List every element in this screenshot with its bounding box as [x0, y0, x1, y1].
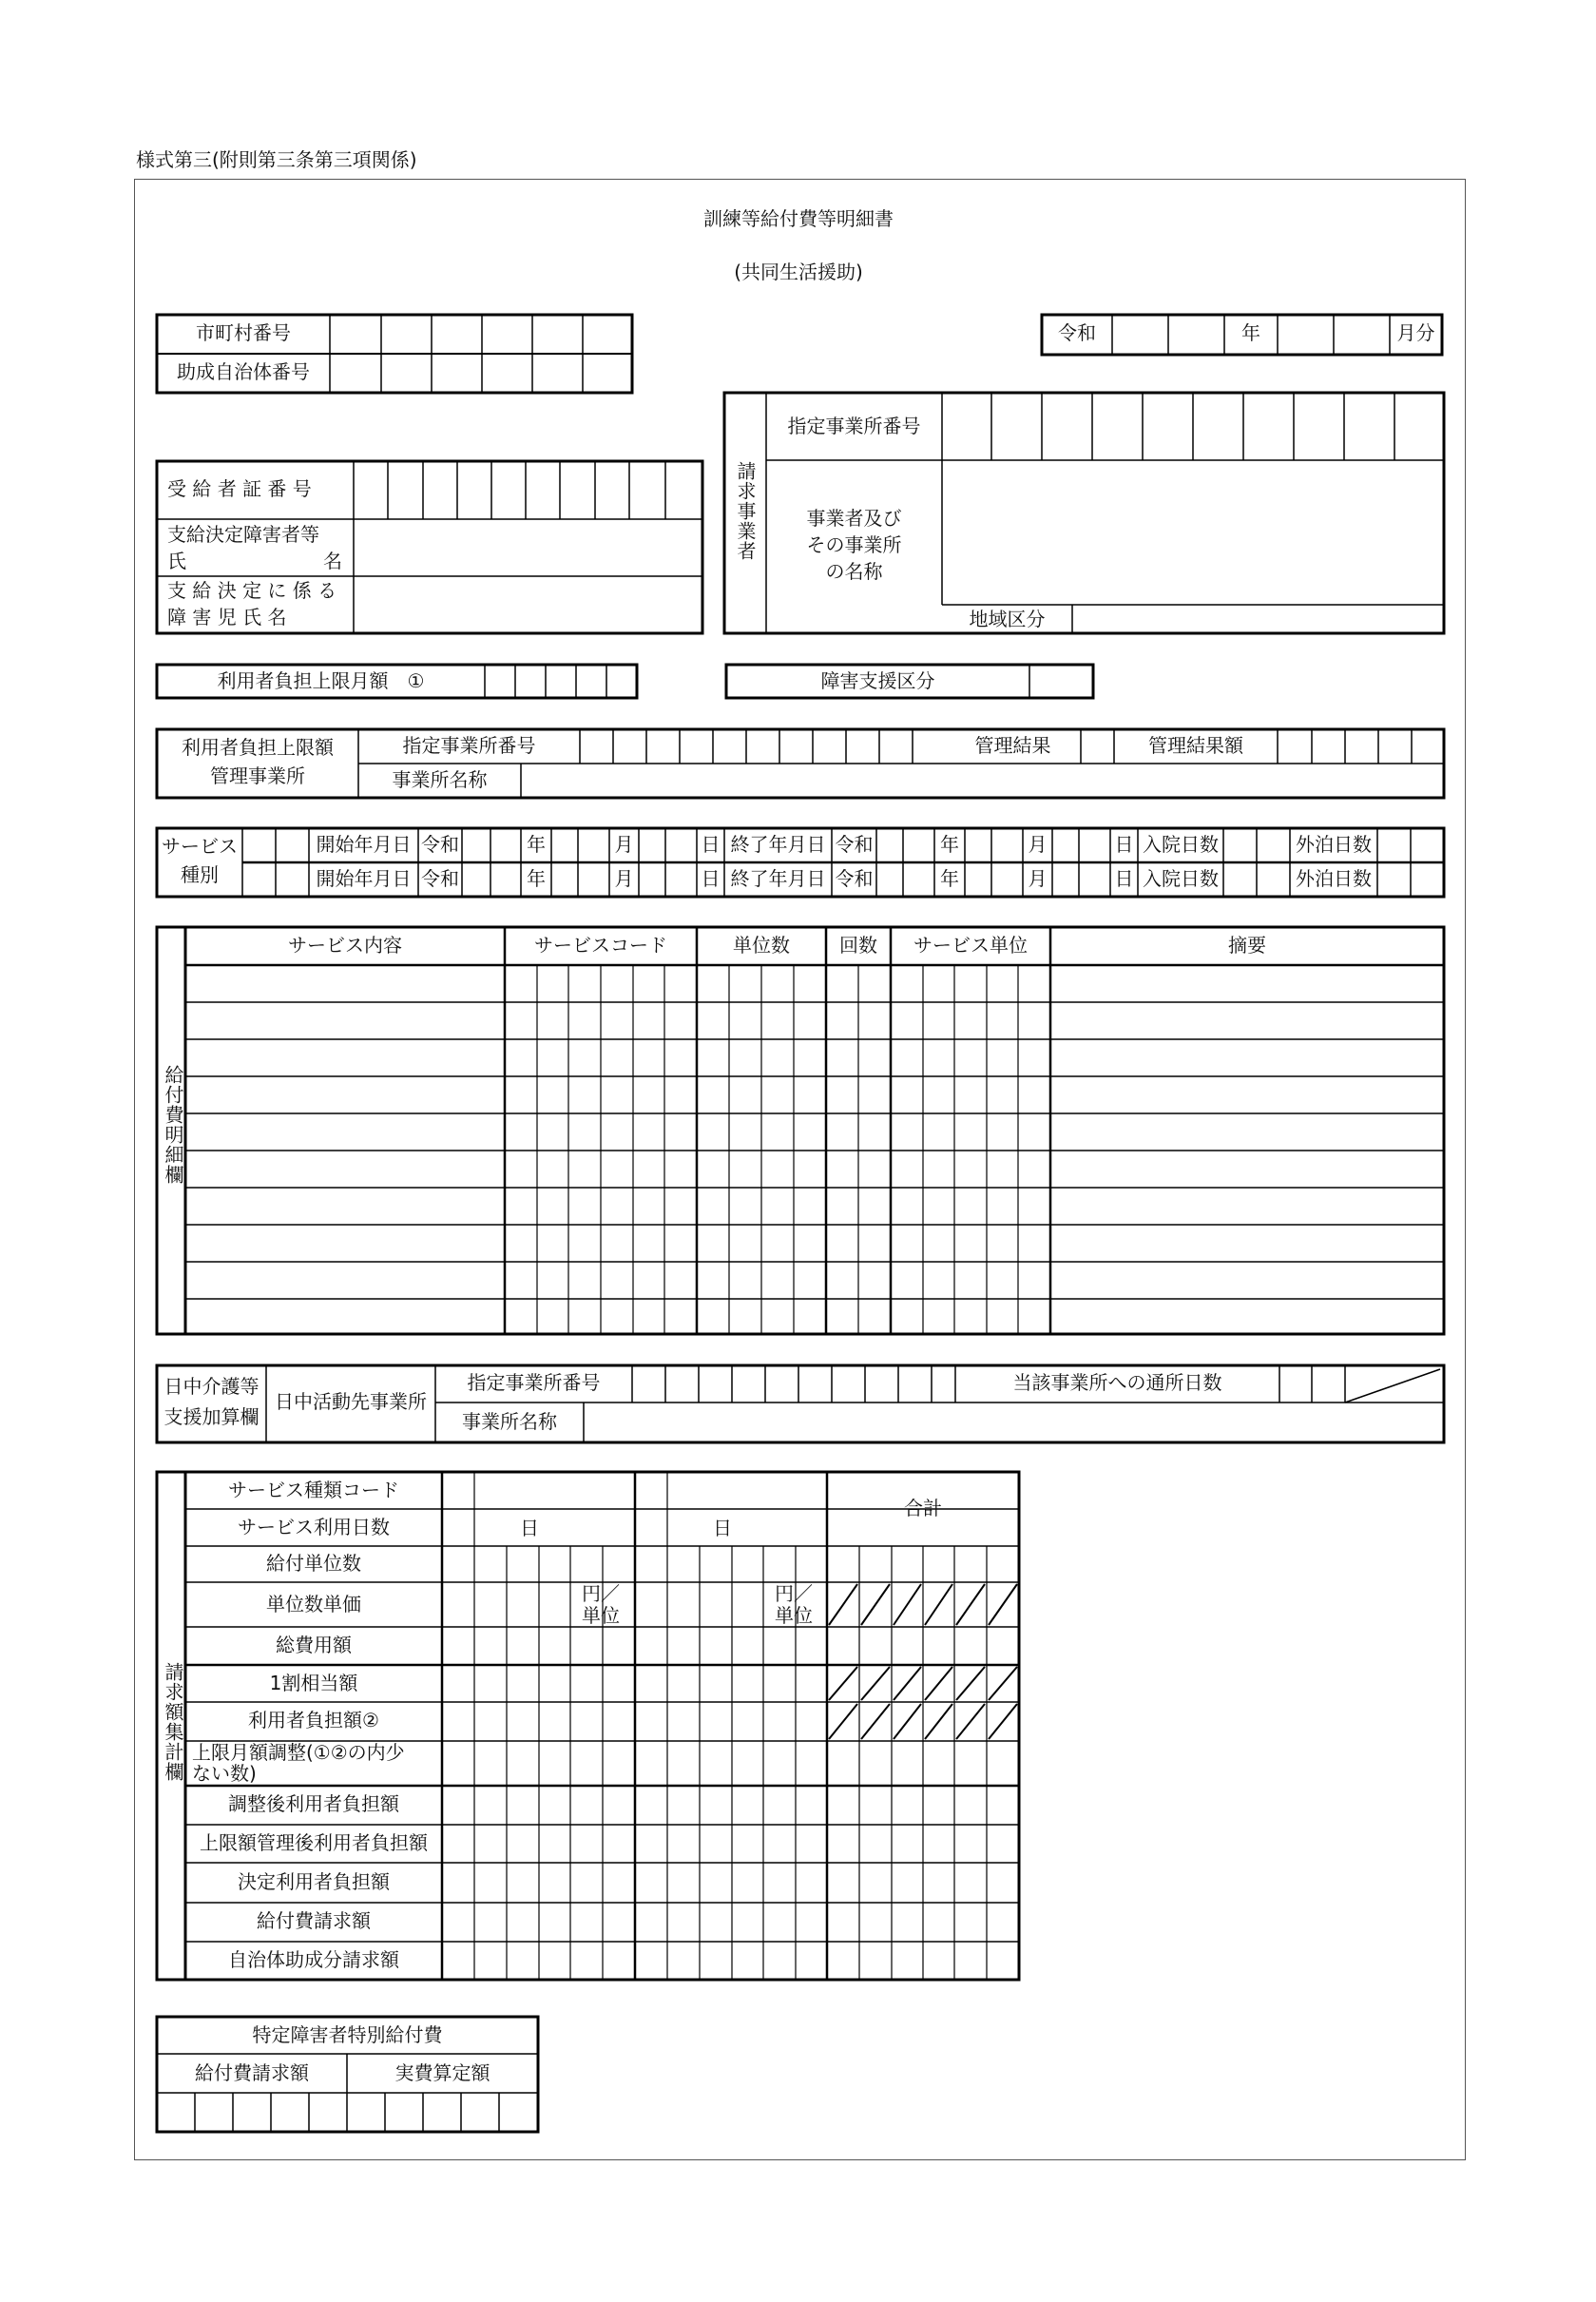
- end-day-label: 日: [1114, 833, 1134, 856]
- mgmt-label-1: 利用者負担上限額: [182, 736, 334, 759]
- special-claim-label: 給付費請求額: [195, 2061, 309, 2084]
- form-label: 様式第三(附則第三条第三項関係): [136, 148, 417, 171]
- billing-row-units: 給付単位数: [266, 1552, 361, 1575]
- detail-header-service-units: サービス単位: [913, 934, 1028, 957]
- mgmt-office-name-label: 事業所名称: [392, 768, 488, 791]
- mgmt-office-no-label: 指定事業所番号: [402, 734, 536, 757]
- end-date-label: 終了年月日: [730, 867, 826, 890]
- start-date-label: 開始年月日: [316, 833, 412, 856]
- provider-name-label-2: その事業所: [806, 533, 902, 556]
- child-name-label-1: 支 給 決 定 に 係 る: [167, 579, 337, 602]
- unit-label: 単位: [775, 1604, 813, 1627]
- detail-header-content: サービス内容: [288, 934, 402, 957]
- daytime-label-2: 支援加算欄: [163, 1405, 260, 1428]
- mgmt-result-label: 管理結果: [974, 734, 1051, 757]
- detail-header-code: サービスコード: [534, 934, 667, 957]
- days-unit-label: 日: [713, 1517, 732, 1539]
- overnight-days-label: 外泊日数: [1296, 833, 1372, 856]
- billing-row-user-burden: 利用者負担額②: [248, 1709, 379, 1731]
- month-label: 月分: [1396, 321, 1435, 344]
- daytime-office-no-label: 指定事業所番号: [467, 1371, 601, 1394]
- support-class-label: 障害支援区分: [820, 669, 935, 692]
- municipality-no-label: 市町村番号: [196, 321, 291, 344]
- billing-side-label: 請求額集計欄: [162, 1662, 184, 1782]
- era-label: 令和: [1058, 321, 1096, 344]
- end-year-label: 年: [940, 833, 959, 856]
- child-name-label-2: 障 害 児 氏 名: [167, 606, 287, 629]
- billing-row-adjusted-burden: 調整後利用者負担額: [228, 1792, 399, 1815]
- special-actual-label: 実費算定額: [394, 2061, 490, 2084]
- end-month-label: 月: [1028, 867, 1048, 890]
- yen-per-label: 円／: [582, 1582, 620, 1605]
- billing-row-unit-price: 単位数単価: [266, 1593, 361, 1615]
- commute-days-label: 当該事業所への通所日数: [1012, 1371, 1222, 1394]
- subsidy-body-no-label: 助成自治体番号: [177, 360, 310, 383]
- end-month-label: 月: [1028, 833, 1048, 856]
- billing-row-total-cost: 総費用額: [276, 1634, 352, 1656]
- end-date-label: 終了年月日: [730, 833, 826, 856]
- activity-office-label: 日中活動先事業所: [275, 1390, 427, 1413]
- decided-name-label-2b: 名: [323, 550, 342, 572]
- provider-side-label: 請求事業者: [734, 461, 757, 561]
- decided-name-label-2a: 氏: [167, 550, 186, 572]
- billing-row-subsidy-claim: 自治体助成分請求額: [228, 1948, 399, 1971]
- burden-limit-label: 利用者負担上限月額 ①: [217, 669, 425, 692]
- end-era-label: 令和: [835, 833, 874, 856]
- billing-row-days: サービス利用日数: [238, 1516, 390, 1538]
- page-subtitle: (共同生活援助): [734, 261, 863, 283]
- billing-row-decided-burden: 決定利用者負担額: [238, 1870, 390, 1893]
- hospital-days-label: 入院日数: [1143, 867, 1219, 890]
- detail-side-label: 給付費明細欄: [162, 1065, 184, 1185]
- start-year-label: 年: [527, 867, 546, 890]
- year-label: 年: [1241, 321, 1260, 344]
- billing-row-service-code: サービス種類コード: [228, 1479, 399, 1501]
- detail-header-units: 単位数: [733, 934, 790, 957]
- provider-name-label-1: 事業者及び: [806, 507, 902, 530]
- start-month-label: 月: [614, 833, 634, 856]
- start-era-label: 令和: [421, 833, 459, 856]
- billing-row-10pct: 1割相当額: [269, 1672, 358, 1694]
- service-type-label-1: サービス: [162, 835, 238, 858]
- billing-total-label: 合計: [904, 1497, 942, 1519]
- cert-no-label: 受 給 者 証 番 号: [167, 477, 312, 500]
- mgmt-label-2: 管理事業所: [210, 764, 305, 787]
- special-subsidy-title: 特定障害者特別給付費: [252, 2023, 443, 2046]
- detail-header-count: 回数: [839, 934, 877, 957]
- unit-label: 単位: [582, 1604, 620, 1627]
- start-date-label: 開始年月日: [316, 867, 412, 890]
- end-day-label: 日: [1114, 867, 1134, 890]
- provider-name-label-3: の名称: [825, 560, 883, 583]
- days-unit-label: 日: [520, 1517, 539, 1539]
- daytime-office-name-label: 事業所名称: [462, 1410, 557, 1433]
- billing-row-managed-burden: 上限額管理後利用者負担額: [200, 1831, 428, 1854]
- start-era-label: 令和: [421, 867, 459, 890]
- yen-per-label: 円／: [775, 1582, 813, 1605]
- service-type-label-2: 種別: [181, 863, 219, 886]
- start-day-label: 日: [701, 867, 721, 890]
- billing-row-limit-adjust: 上限月額調整(①②の内少: [192, 1741, 405, 1764]
- region-label: 地域区分: [969, 608, 1046, 630]
- end-era-label: 令和: [835, 867, 874, 890]
- daytime-label-1: 日中介護等: [163, 1375, 260, 1398]
- billing-row-benefit-claim: 給付費請求額: [257, 1909, 371, 1932]
- decided-name-label-1: 支給決定障害者等: [167, 523, 319, 546]
- mgmt-result-amount-label: 管理結果額: [1148, 734, 1243, 757]
- page-title: 訓練等給付費等明細書: [703, 207, 894, 230]
- office-no-label: 指定事業所番号: [787, 415, 921, 437]
- hospital-days-label: 入院日数: [1143, 833, 1219, 856]
- start-day-label: 日: [701, 833, 721, 856]
- start-month-label: 月: [614, 867, 634, 890]
- start-year-label: 年: [527, 833, 546, 856]
- end-year-label: 年: [940, 867, 959, 890]
- detail-header-remarks: 摘要: [1228, 934, 1266, 957]
- overnight-days-label: 外泊日数: [1296, 867, 1372, 890]
- billing-row-limit-adjust-2: ない数): [192, 1762, 257, 1785]
